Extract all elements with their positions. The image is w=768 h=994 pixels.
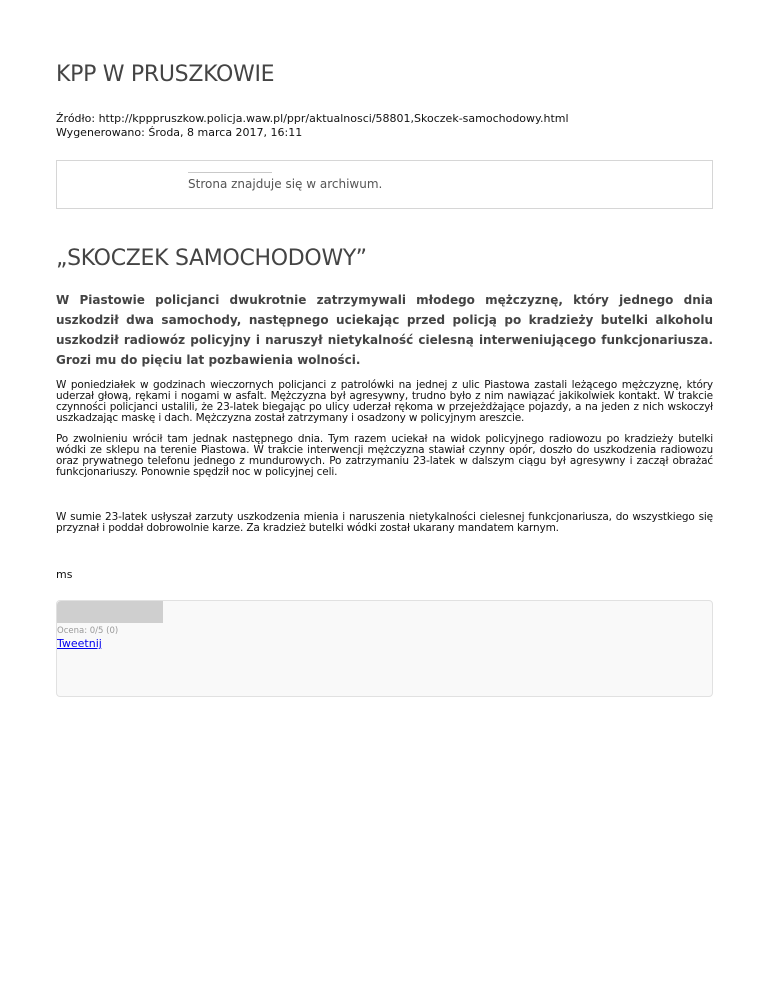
article-paragraph: W poniedziałek w godzinach wieczornych policjanci z patrolówki na jednej z ulic Piastowa zastali leżącego mężczyznę, który uderzał głową, rękami i nogami w asfalt. Mężczyzna był agresywny, trudno było z nim nawiązać jakikolwiek kontakt. W trakcie czynności policjanci ustalili, że 23-latek biegając po ulicy uderzał rękoma w przejeżdżające pojazdy, a na jeden z nich wskoczył uszkadzając maskę i dach. Mężczyzna został zatrzymany i osadzony w policyjnym areszcie. xyxy=(56,379,713,424)
author-signature: ms xyxy=(56,568,73,581)
source-url: Źródło: http://kpppruszkow.policja.waw.pl/ppr/aktualnosci/58801,Skoczek-samochodowy.html xyxy=(56,112,569,125)
archive-message: Strona znajduje się w archiwum. xyxy=(188,177,383,191)
archive-notice xyxy=(56,160,713,209)
site-title: KPP W PRUSZKOWIE xyxy=(56,62,275,87)
tweet-link[interactable]: Tweetnij xyxy=(57,637,102,650)
rating-stars[interactable] xyxy=(57,601,163,623)
archive-divider xyxy=(188,172,272,173)
article-lead: W Piastowie policjanci dwukrotnie zatrzymywali młodego mężczyznę, który jednego dnia uszkodził dwa samochody, następnego uciekając przed policją po kradzieży butelki alkoholu uszkodził radiowóz policyjny i naruszył nietykalność cielesną interweniującego funkcjonariusza. Grozi mu do pięciu lat pozbawienia wolności. xyxy=(56,293,713,367)
rating-panel xyxy=(56,600,713,697)
article-title: „SKOCZEK SAMOCHODOWY” xyxy=(56,246,367,271)
rating-label: Ocena: 0/5 (0) xyxy=(57,626,119,636)
generated-date: Wygenerowano: Środa, 8 marca 2017, 16:11 xyxy=(56,126,303,139)
document-meta xyxy=(56,112,569,140)
article-paragraph: W sumie 23-latek usłyszał zarzuty uszkodzenia mienia i naruszenia nietykalności cielesnej funkcjonariusza, do wszystkiego się przyznał i poddał dobrowolnie karze. Za kradzież butelki wódki został ukarany mandatem karnym. xyxy=(56,511,713,534)
article-paragraph: Po zwolnieniu wrócił tam jednak następnego dnia. Tym razem uciekał na widok policyjnego radiowozu po kradzieży butelki wódki ze sklepu na terenie Piastowa. W trakcie interwencji mężczyzna stawiał czynny opór, doszło do uszkodzenia radiowozu oraz prywatnego telefonu jednego z mundurowych. Po zatrzymaniu 23-latek w dalszym ciągu był agresywny i zaczął obrażać funkcjonariuszy. Ponownie spędził noc w policyjnej celi. xyxy=(56,433,713,478)
